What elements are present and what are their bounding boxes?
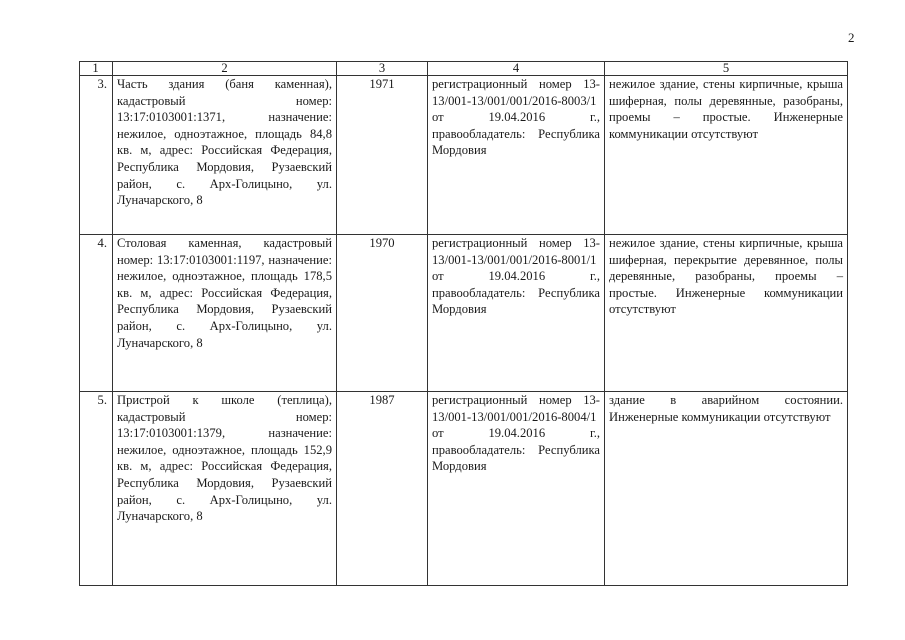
page-number: 2 xyxy=(848,30,855,45)
registration-info: регистрационный номер 13-13/001-13/001/001/2016-8003/1 от 19.04.2016 г., правообладатель: Республика Мордовия xyxy=(428,76,605,235)
row-number: 4. xyxy=(80,235,113,392)
column-header: 5 xyxy=(605,62,848,76)
column-header: 1 xyxy=(80,62,113,76)
object-description: Часть здания (баня каменная), кадастровый номер: 13:17:0103001:1371, назначение: нежилое, одноэтажное, площадь 84,8 кв. м, адрес: Российская Федерация, Республика Мордовия, Рузаевский район, с. Арх-Голицыно, ул. Луначарского, 8 xyxy=(113,76,337,235)
column-header: 3 xyxy=(337,62,428,76)
row-number: 5. xyxy=(80,392,113,586)
object-description: Пристрой к школе (теплица), кадастровый номер: 13:17:0103001:1379, назначение: нежилое, одноэтажное, площадь 152,9 кв. м, адрес: Российская Федерация, Республика Мордовия, Рузаевский район, с. Арх-Голицыно, ул. Луначарского, 8 xyxy=(113,392,337,586)
row-number: 3. xyxy=(80,76,113,235)
technical-condition: нежилое здание, стены кирпичные, крыша шиферная, полы деревянные, разобраны, проемы – простые. Инженерные коммуникации отсутствуют xyxy=(605,76,848,235)
table-row xyxy=(80,235,848,392)
construction-year: 1987 xyxy=(337,392,428,586)
table-row xyxy=(80,392,848,586)
registration-info: регистрационный номер 13-13/001-13/001/001/2016-8001/1 от 19.04.2016 г., правообладатель: Республика Мордовия xyxy=(428,235,605,392)
construction-year: 1971 xyxy=(337,76,428,235)
table-header-row xyxy=(80,62,848,76)
technical-condition: здание в аварийном состоянии. Инженерные коммуникации отсутствуют xyxy=(605,392,848,586)
property-registry-table xyxy=(79,61,848,586)
table-row xyxy=(80,76,848,235)
technical-condition: нежилое здание, стены кирпичные, крыша шиферная, перекрытие деревянное, полы деревянные, разобраны, проемы – простые. Инженерные коммуникации отсутствуют xyxy=(605,235,848,392)
registration-info: регистрационный номер 13-13/001-13/001/001/2016-8004/1 от 19.04.2016 г., правообладатель: Республика Мордовия xyxy=(428,392,605,586)
construction-year: 1970 xyxy=(337,235,428,392)
column-header: 4 xyxy=(428,62,605,76)
column-header: 2 xyxy=(113,62,337,76)
object-description: Столовая каменная, кадастровый номер: 13:17:0103001:1197, назначение: нежилое, одноэтажное, площадь 178,5 кв. м, адрес: Российская Федерация, Республика Мордовия, Рузаевский район, с. Арх-Голицыно, ул. Луначарского, 8 xyxy=(113,235,337,392)
